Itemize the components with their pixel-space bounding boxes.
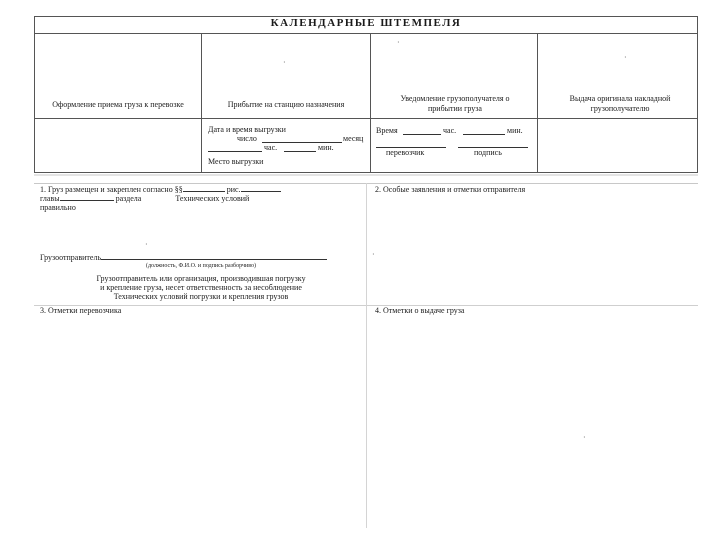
section2-title: 2. Особые заявления и отметки отправителя	[375, 185, 526, 194]
clauses-blank	[183, 185, 225, 192]
col-arrival-header: Прибытие на станцию назначения	[227, 100, 345, 109]
tech-conditions-label: Технических условий	[175, 194, 250, 203]
shipper-caption: (должность, Ф.И.О. и подпись разборчиво)	[146, 263, 256, 269]
section4-title: 4. Отметки о выдаче груза	[375, 306, 465, 315]
table-bottom-border	[34, 172, 698, 173]
speck: ·	[283, 58, 286, 67]
section-label: раздела	[115, 194, 142, 203]
scan-shadow	[34, 174, 698, 176]
section1-line1-text: 1. Груз размещен и закреплен согласно §§	[40, 185, 183, 194]
time-hour-label: час.	[443, 126, 457, 135]
speck: ·	[624, 53, 627, 62]
title-separator	[34, 33, 698, 34]
col-notification-header: Уведомление грузополучателя о прибытии груза	[400, 94, 510, 113]
speck: ·	[372, 250, 375, 259]
signature-label: подпись	[474, 148, 502, 157]
section1-fig-label: рис.	[226, 185, 241, 194]
responsibility-line1: Грузоотправитель или организация, производившая погрузку	[96, 274, 306, 283]
shipper-label: Грузоотправитель	[40, 253, 102, 262]
day-label: число	[237, 134, 257, 143]
col-delivery-header: Выдача оригинала накладной грузополучателю	[569, 94, 671, 113]
time-minute-label: мин.	[507, 126, 523, 135]
time-hour-blank	[403, 128, 441, 135]
time-minute-blank	[463, 128, 505, 135]
column-separator-3	[537, 33, 538, 172]
unload-datetime-label: Дата и время выгрузки	[208, 125, 286, 134]
carrier-label: перевозчик	[386, 148, 425, 157]
figure-blank	[241, 185, 281, 192]
month-label: месяц	[343, 134, 364, 143]
table-right-border	[697, 16, 698, 172]
signature-blank	[458, 141, 528, 148]
responsibility-line2: и крепление груза, несет ответственность за несоблюдение	[100, 283, 302, 292]
carrier-blank	[376, 141, 446, 148]
column-separator-1	[201, 33, 202, 172]
speck: ·	[583, 433, 586, 442]
unload-place-label: Место выгрузки	[208, 157, 264, 166]
table-left-border	[34, 16, 35, 172]
header-separator	[34, 118, 698, 119]
chapter-label: главы	[40, 194, 60, 203]
chapter-blank	[60, 194, 114, 201]
day-month-blank	[262, 136, 342, 143]
column-separator-2	[370, 33, 371, 172]
responsibility-line3: Технических условий погрузки и крепления грузов	[113, 292, 289, 301]
time-label: Время	[376, 126, 398, 135]
grid-center-line	[366, 183, 367, 528]
section3-title: 3. Отметки перевозчика	[40, 306, 122, 315]
shipper-blank	[101, 253, 327, 260]
speck: ·	[397, 38, 400, 47]
minute-label: мин.	[318, 143, 334, 152]
speck: ·	[145, 240, 148, 249]
stamps-title: КАЛЕНДАРНЫЕ ШТЕМПЕЛЯ	[270, 17, 462, 29]
hour-blank	[208, 145, 262, 152]
minute-blank	[284, 145, 316, 152]
col-acceptance-header: Оформление приема груза к перевозке	[52, 100, 184, 109]
section1-correct: правильно	[40, 203, 76, 212]
hour-label: час.	[264, 143, 278, 152]
